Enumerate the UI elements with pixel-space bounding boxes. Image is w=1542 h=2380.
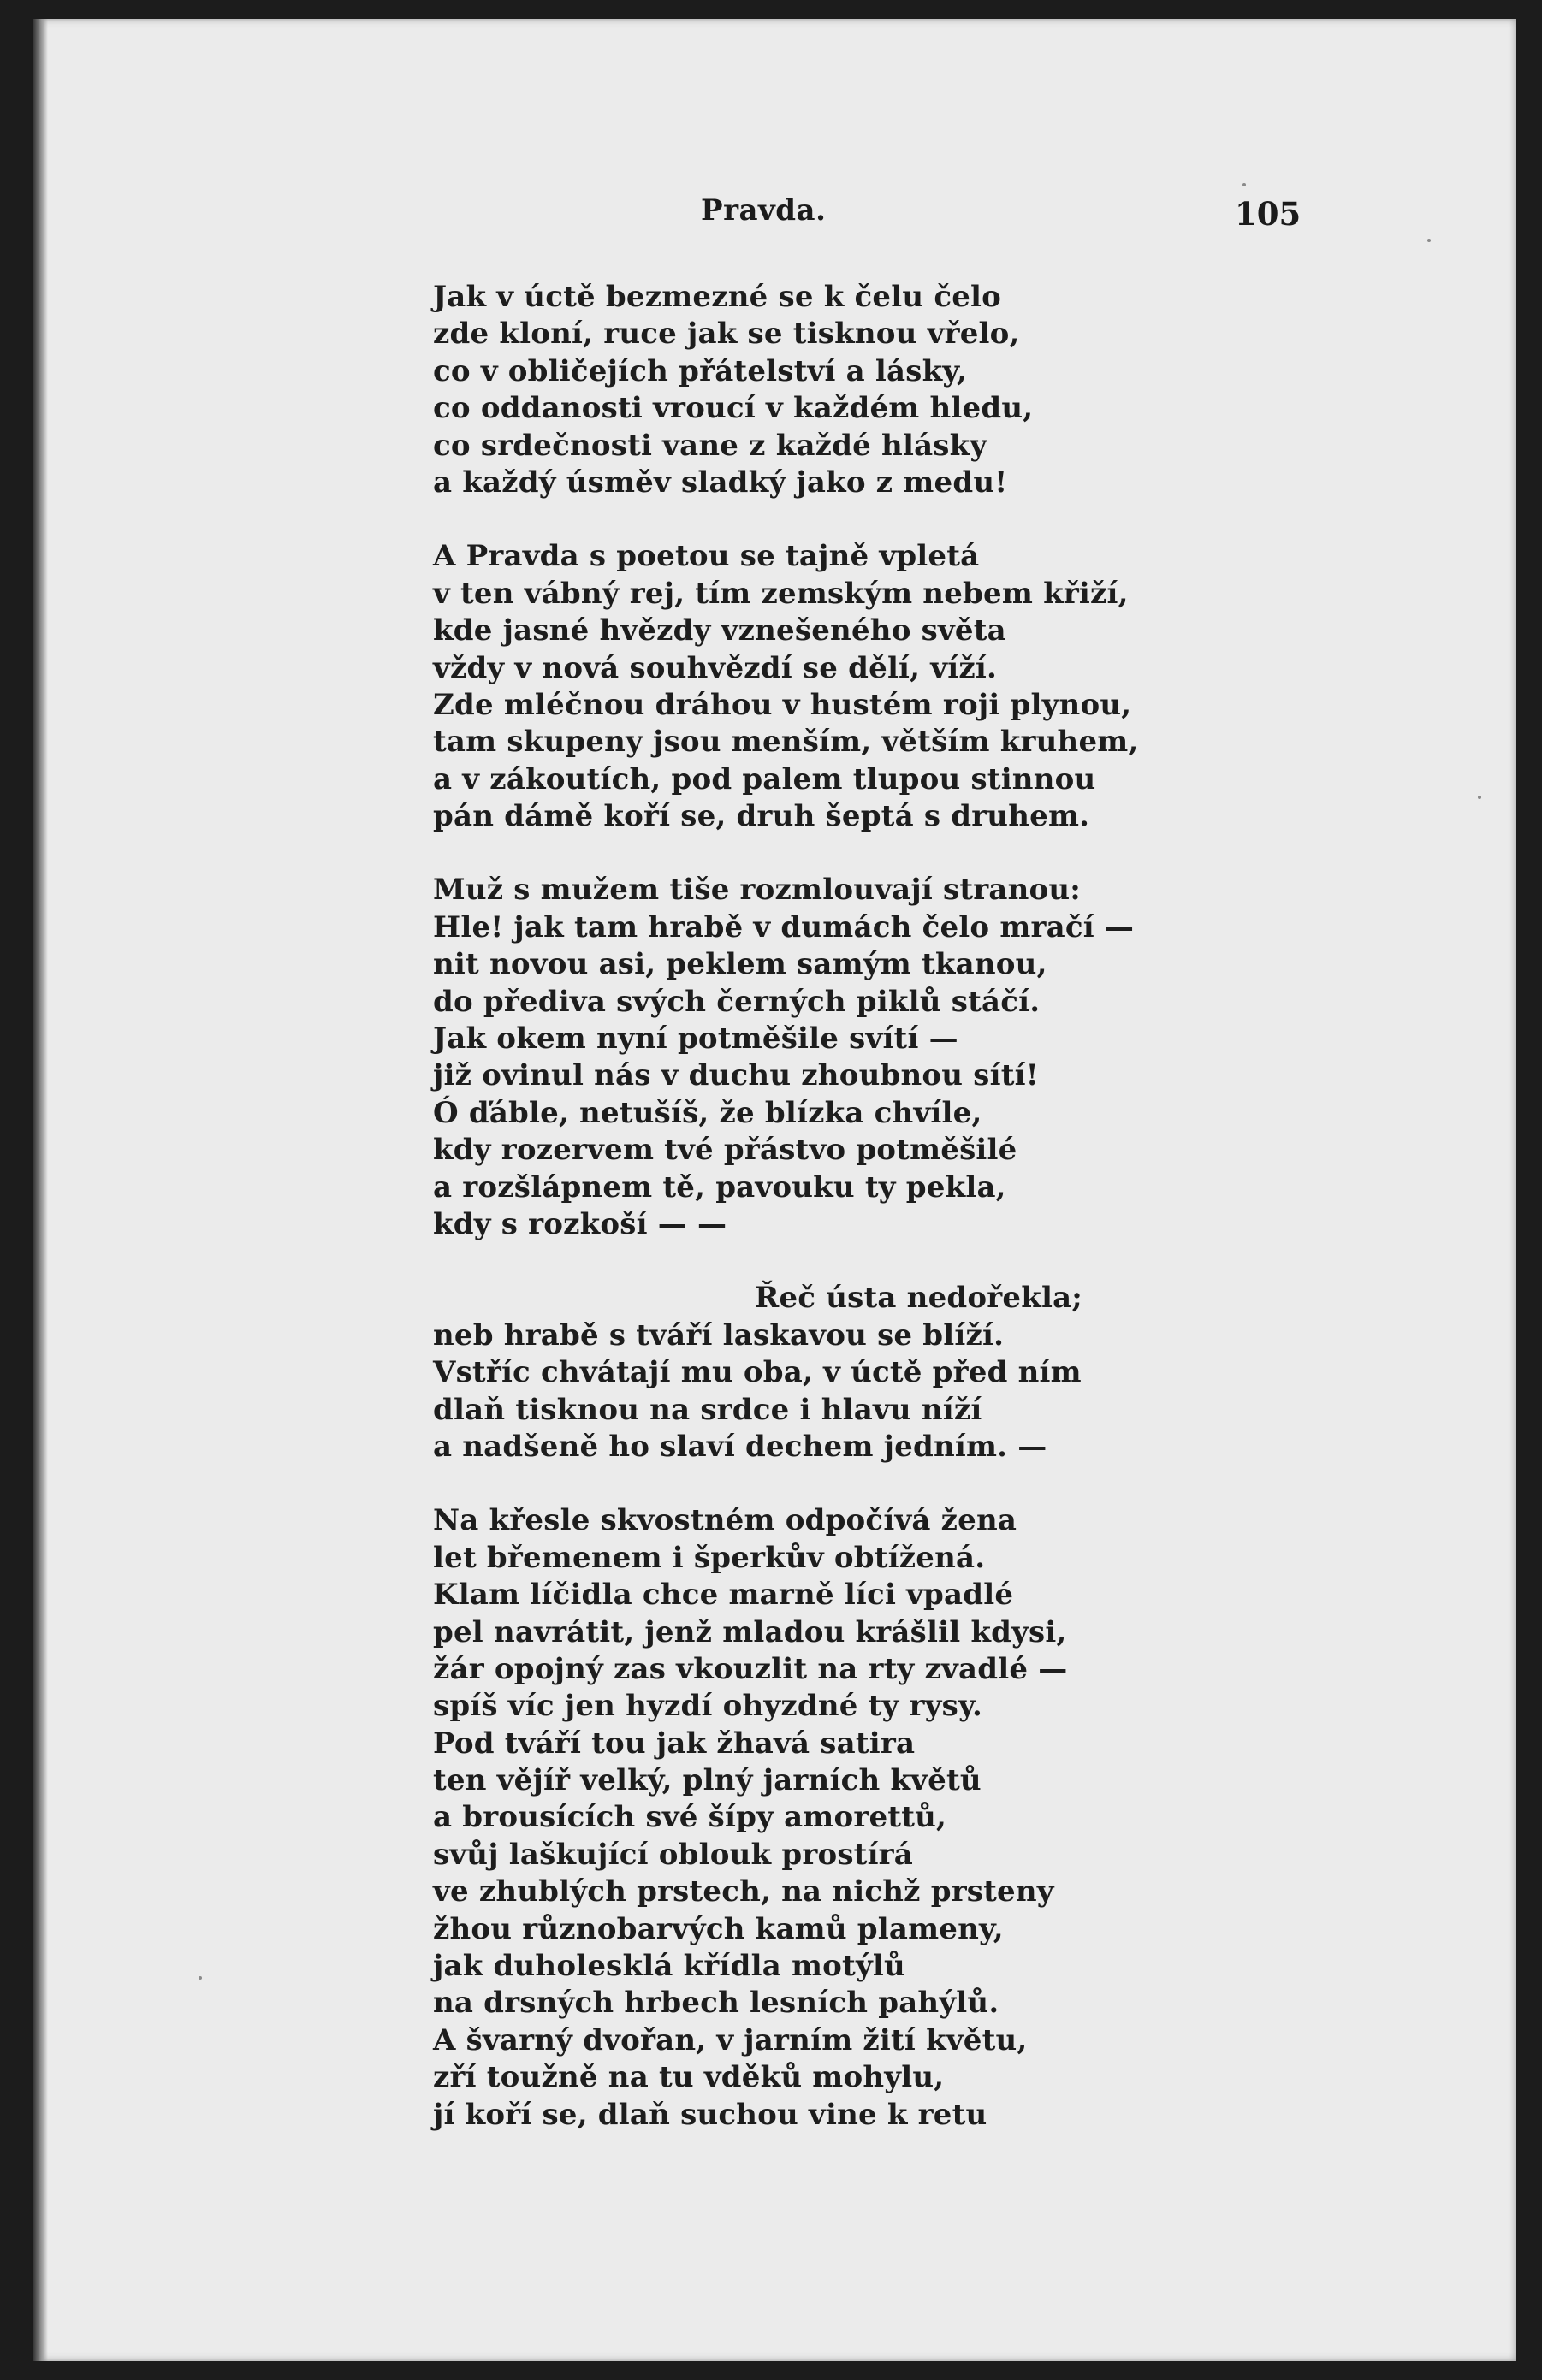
verse-line: kdy rozervem tvé přástvo potměšilé <box>433 1133 1017 1168</box>
verse-line: na drsných hrbech lesních pahýlů. <box>433 1986 999 2021</box>
verse-line: jí koří se, dlaň suchou vine k retu <box>433 2097 987 2132</box>
verse-line: svůj laškující oblouk prostírá <box>433 1837 914 1872</box>
paper-speck <box>1427 239 1431 242</box>
page-number: 105 <box>1235 195 1302 233</box>
verse-line: zří toužně na tu vděků mohylu, <box>433 2060 945 2095</box>
verse-line: vždy v nová souhvězdí se dělí, víží. <box>433 650 997 685</box>
verse-line: kde jasné hvězdy vznešeného světa <box>433 613 1006 648</box>
verse-line: kdy s rozkoší — — <box>433 1206 727 1241</box>
verse-line: žhou různobarvých kamů plameny, <box>433 1911 1004 1946</box>
verse-line: ve zhublých prstech, na nichž prsteny <box>433 1874 1054 1909</box>
verse-line: Muž s mužem tiše rozmlouvají stranou: <box>433 873 1082 908</box>
verse-line: Klam líčidla chce marně líci vpadlé <box>433 1578 1014 1613</box>
stanza-4 <box>433 1502 1417 2134</box>
verse-line: co srdečnosti vane z každé hlásky <box>433 428 987 463</box>
verse-line: jak duholesklá křídla motýlů <box>433 1949 905 1984</box>
verse-line: a nadšeně ho slaví dechem jedním. — <box>433 1429 1047 1464</box>
verse-line: do přediva svých černých piklů stáčí. <box>433 984 1041 1019</box>
verse-line: Jak v úctě bezmezné se k čelu čelo <box>433 280 1002 314</box>
verse-line: co v obličejích přátelství a lásky, <box>433 353 968 388</box>
verse-line: Ó ďáble, netušíš, že blízka chvíle, <box>433 1095 982 1130</box>
verse-line: pel navrátit, jenž mladou krášlil kdysi, <box>433 1614 1067 1649</box>
verse-line: a rozšlápnem tě, pavouku ty pekla, <box>433 1169 1006 1205</box>
verse-line: a v zákoutích, pod palem tlupou stinnou <box>433 761 1096 796</box>
verse-line: nit novou asi, peklem samým tkanou, <box>433 947 1047 982</box>
verse-line: Řeč ústa nedořekla; <box>755 1281 1083 1316</box>
verse-line: let břemenem i šperkův obtížená. <box>433 1540 986 1575</box>
page-binding-edge <box>33 19 48 2361</box>
paper-speck <box>1242 183 1246 186</box>
verse-line: Hle! jak tam hrabě v dumách čelo mračí — <box>433 909 1135 944</box>
verse-line: Na křesle skvostném odpočívá žena <box>433 1503 1017 1538</box>
verse-line: tam skupeny jsou menším, větším kruhem, <box>433 725 1139 760</box>
verse-line: pán dámě koří se, druh šeptá s druhem. <box>433 799 1090 834</box>
verse-line: A Pravda s poetou se tajně vpletá <box>433 539 980 574</box>
verse-line: zde kloní, ruce jak se tisknou vřelo, <box>433 317 1020 352</box>
verse-line: v ten vábný rej, tím zemským nebem křiží, <box>433 576 1129 611</box>
verse-line: Zde mléčnou dráhou v hustém roji plynou, <box>433 687 1132 722</box>
stanza-3 <box>433 872 1417 1465</box>
verse-line: žár opojný zas vkouzlit na rty zvadlé — <box>433 1651 1068 1686</box>
verse-line: dlaň tisknou na srdce i hlavu níží <box>433 1392 982 1427</box>
verse-line: A švarný dvořan, v jarním žití květu, <box>433 2022 1028 2057</box>
verse-line: Pod tváří tou jak žhavá satira <box>433 1726 916 1761</box>
running-title: Pravda. <box>701 193 827 228</box>
verse-line: již ovinul nás v duchu zhoubnou sítí! <box>433 1058 1039 1093</box>
verse-line: a každý úsměv sladký jako z medu! <box>433 465 1008 500</box>
verse-line: spíš víc jen hyzdí ohyzdné ty rysy. <box>433 1689 983 1724</box>
poem-text <box>433 279 1417 2134</box>
verse-line: a brousících své šípy amorettů, <box>433 1800 947 1835</box>
stanza-1 <box>433 279 1417 501</box>
verse-line: Jak okem nyní potměšile svítí — <box>433 1021 958 1057</box>
paper-speck <box>199 1976 202 1980</box>
verse-line: ten vějíř velký, plný jarních květů <box>433 1763 982 1798</box>
verse-line: neb hrabě s tváří laskavou se blíží. <box>433 1317 1005 1353</box>
verse-line: Vstříc chvátají mu oba, v úctě před ním <box>433 1355 1082 1390</box>
paper-speck <box>1478 796 1481 799</box>
verse-line: co oddanosti vroucí v každém hledu, <box>433 391 1034 426</box>
stanza-2 <box>433 538 1417 835</box>
